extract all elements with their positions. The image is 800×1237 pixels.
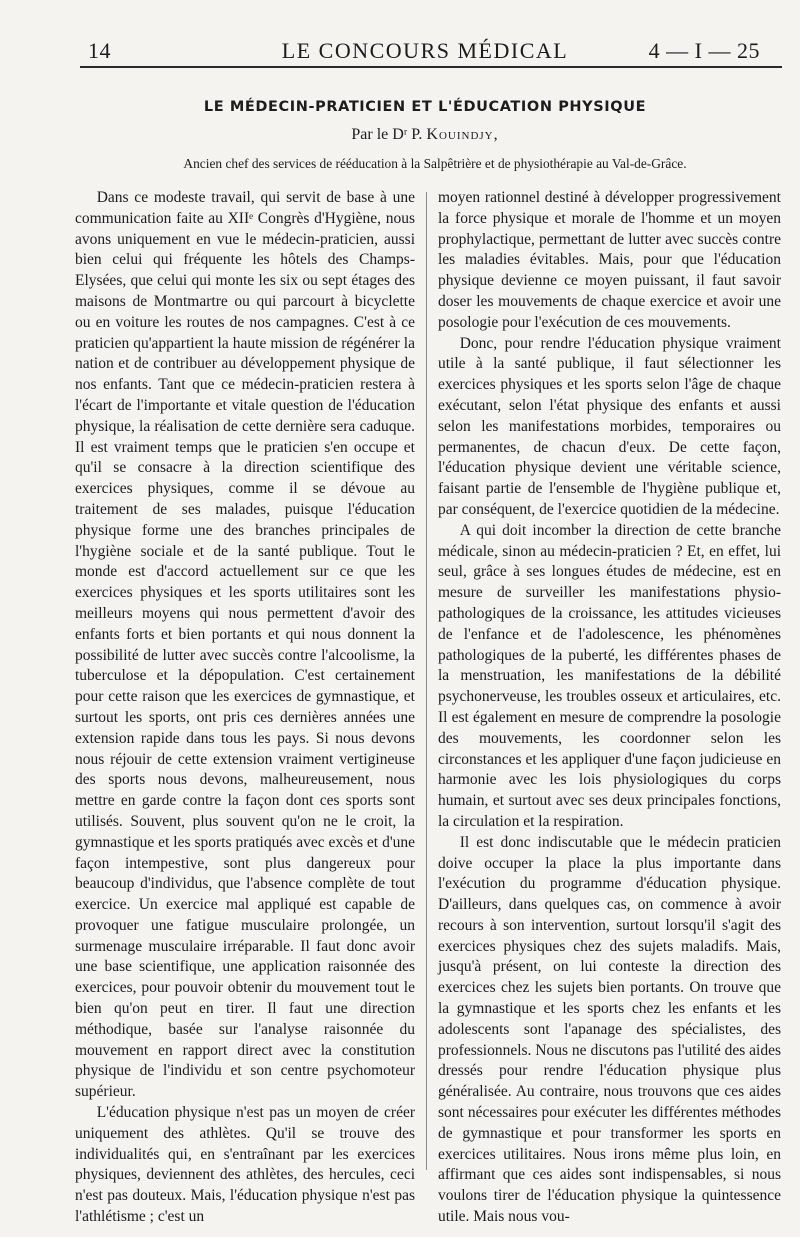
page-number: 14 xyxy=(88,38,111,63)
paragraph: Dans ce modeste travail, qui servit de base à une communication faite au XIIᵉ Congrès d'Hygiène, nous avons uniquement en vue le médecin-praticien, aussi bien celui qui fréquente les hôtels des Champs-Elysées, que celui qui monte les six ou sept étages des maisons de Montmartre ou qui parcourt à bicyclette ou en voiture les routes de nos campagnes. C'est à ce praticien qu'appartient la haute mission de régénérer la nation et de contribuer au développement physique de nos enfants. Tant que ce médecin-praticien restera à l'écart de l'importante et vitale question de l'éducation physique, la réalisation de cette dernière sera caduque. Il est vraiment temps que le praticien s'en occupe et qu'il se consacre à la direction scientifique des exercices physiques, comme il se dévoue au traitement de ses malades, puisque l'éducation physique forme une des branches principales de l'hygiène sociale et de la santé publique. Tout le monde est d'accord actuellement sur ce que les exercices physiques et les sports utilitaires sont les meilleurs moyens qui nous permettent d'avoir des enfants forts et bien portants et qui nous donnent la possibilité de lutter avec succès contre l'alcoolisme, la tuberculose et la dépopulation. C'est certainement pour cette raison que les exercices de gymnastique, et surtout les sports, ont pris ces dernières années une extension rapide dans tous les pays. Si nous devons nous réjouir de cette extension vraiment vertigineuse des sports nous devons, malheureusement, nous mettre en garde contre la façon dont ces sports sont utilisés. Souvent, plus souvent qu'on ne le croit, la gymnastique et les sports pratiqués avec excès et d'une façon intempestive, sont plus dangereux pour beaucoup d'individus, que l'absence complète de tout exercice. Un exercice mal appliqué est capable de provoquer une fatigue musculaire prolongée, un surmenage musculaire irréparable. Il faut donc avoir une base scientifique, une application raisonnée des exercices, pour pouvoir obtenir du mouvement tout le bien qu'on peut en tirer. Il faut une direction méthodique, basée sur l'analyse raisonnée du mouvement en rapport direct avec la constitution physique de l'individu et son centre psychomoteur supérieur. xyxy=(75,189,415,1101)
author-affiliation: Ancien chef des services de rééducation à la Salpêtrière et de physiothérapie au Val-de-Grâce. xyxy=(183,156,687,171)
issue-date: 4 — I — 25 xyxy=(648,38,760,63)
paragraph: A qui doit incomber la direction de cette branche médicale, sinon au médecin-praticien ? Et, en effet, lui seul, grâce à ses longues études de médecine, est en mesure de surveiller les manifestations physio-pathologiques de la croissance, les attitudes vicieuses de l'enfance et de l'adolescence, les phénomènes pathologiques de la puberté, les différentes phases de la menstruation, les manifestations de la débilité psychonerveuse, les troubles osseux et articulaires, etc. Il est également en mesure de comprendre la posologie des mouvements, les coordonner selon les circonstances et les appliquer d'une façon judicieuse en harmonie avec les lois physiologiques du corps humain, et surtout avec ses deux principales fonctions, la circulation et la respiration. xyxy=(438,521,781,830)
byline xyxy=(80,126,770,144)
paragraph: Donc, pour rendre l'éducation physique vraiment utile à la santé publique, il faut sélectionner les exercices physiques et les sports selon l'âge de chaque exécutant, selon l'état physique des enfants et aussi selon les manifestations morbides, temporaires ou permanentes, de chacun d'eux. De cette façon, l'éducation physique devient une véritable science, faisant partie de l'ensemble de l'hygiène publique et, par conséquent, de l'exercice quotidien de la médecine. xyxy=(438,334,781,518)
paragraph: moyen rationnel destiné à développer progressivement la force physique et morale de l'homme et un moyen prophylactique, permettant de lutter avec succès contre les maladies évitables. Mais, pour que l'éducation physique devienne ce moyen puissant, il faut savoir doser les mouvements de chaque exercice et avoir une posologie pour l'exécution de ces mouvements. xyxy=(438,189,781,331)
left-column xyxy=(75,188,415,1228)
right-column xyxy=(438,188,781,1228)
author-name: Kouindjy, xyxy=(426,126,499,143)
paragraph: Il est donc indiscutable que le médecin praticien doive occuper la place la plus importante dans l'exécution du programme d'éducation physique. D'ailleurs, dans quelques cas, on commence à avoir recours à son intervention, surtout lorsqu'il s'agit des exercices physiques chez des sujets maladifs. Mais, jusqu'à présent, on lui conteste la direction des exercices chez les sujets bien portants. On trouve que la gymnastique et les sports chez les enfants et les adolescents sont l'apanage des spécialistes, des professionnels. Nous ne discutons pas l'utilité des aides dressés pour rendre l'éducation physique plus généralisée. Au contraire, nous trouvons que ces aides sont nécessaires pour exécuter les différentes méthodes de gymnastique et pour transformer les sports en exercices utilitaires. Nous irons même plus loin, en affirmant que ces aides sont indispensables, si nous voulons tirer de l'éducation physique la quintessence utile. Mais nous vou- xyxy=(438,833,781,1226)
header-rule xyxy=(80,66,782,68)
byline-prefix: Par le Dʳ P. xyxy=(351,126,423,143)
journal-title: LE CONCOURS MÉDICAL xyxy=(281,38,569,63)
running-head xyxy=(80,34,770,68)
paragraph: L'éducation physique n'est pas un moyen de créer uniquement des athlètes. Qu'il se trouve des individualités qui, en s'entraînant par les exercices physiques, deviennent des athlètes, des hercules, ceci n'est pas douteux. Mais, l'éducation physique n'est pas l'athlétisme ; c'est un xyxy=(75,1104,415,1226)
column-divider xyxy=(426,192,427,1170)
article-title: LE MÉDECIN-PRATICIEN ET L'ÉDUCATION PHYSIQUE xyxy=(203,99,647,115)
